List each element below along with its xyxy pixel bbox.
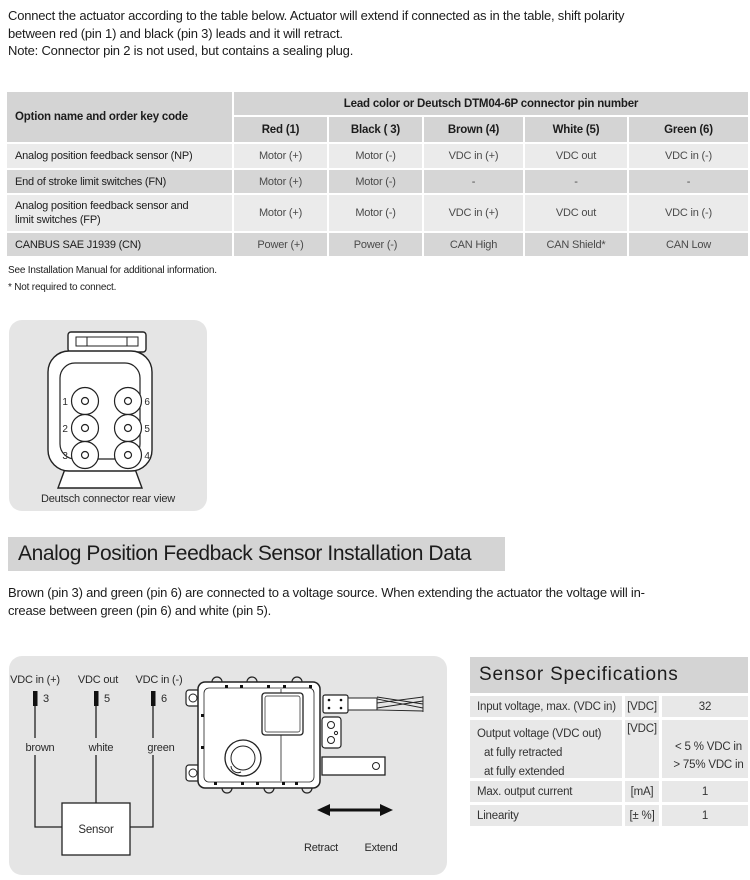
pin-number: 5 [104, 693, 110, 705]
spec-param: Max. output current [470, 781, 622, 802]
table-cell: VDC in (+) [424, 144, 523, 168]
wire-color-label-brown: brown [25, 742, 55, 754]
table-cell: VDC out [525, 144, 627, 168]
deutsch-connector-diagram [9, 320, 207, 511]
sensor-wiring-diagram [9, 656, 447, 875]
table-cell: Motor (-) [329, 144, 422, 168]
table-row-option: CANBUS SAE J1939 (CN) [7, 233, 232, 256]
table-cell: Motor (+) [234, 144, 327, 168]
intro-note: Note: Connector pin 2 is not used, but contains a sealing plug. [8, 43, 354, 58]
option-line-1: Analog position feedback sensor and [15, 200, 189, 212]
spec-value [662, 720, 748, 778]
pin-number-2: 2 [62, 424, 68, 435]
table-span-header: Lead color or Deutsch DTM04-6P connector pin number [234, 92, 748, 115]
table-cell: Power (-) [329, 233, 422, 256]
actuator-illustration [186, 677, 423, 793]
wire-color-label-green: green [147, 742, 175, 754]
footnote-asterisk: * Not required to connect. [8, 282, 117, 293]
column-header-black: Black ( 3) [329, 117, 422, 142]
table-row-option: End of stroke limit switches (FN) [7, 170, 232, 193]
spec-value: 32 [662, 696, 748, 717]
sensor-wiring-panel [9, 656, 447, 875]
table-cell: - [424, 170, 523, 193]
wire-color-label-white: white [88, 742, 114, 754]
pin-function-label: VDC out [77, 674, 119, 686]
spec-param-main: Output voltage (VDC out) [477, 728, 602, 740]
table-cell: Motor (-) [329, 170, 422, 193]
column-header-red: Red (1) [234, 117, 327, 142]
table-cell: Motor (-) [329, 195, 422, 231]
connector-rear-view-panel [9, 320, 207, 511]
spec-unit: [mA] [625, 781, 659, 802]
spec-value-line: < 5 % VDC in [675, 741, 742, 753]
spec-unit: [VDC] [625, 720, 659, 778]
table-cell: Motor (+) [234, 195, 327, 231]
table-cell: VDC in (-) [629, 144, 748, 168]
table-cell: CAN Shield* [525, 233, 627, 256]
pin-number-1: 1 [62, 397, 68, 408]
pin-function-label: VDC in (+) [10, 674, 60, 686]
spec-param-sub: at fully retracted [484, 747, 563, 759]
sensor-specifications-table [470, 657, 748, 826]
spec-param: Linearity [470, 805, 622, 826]
pin-number-4: 4 [144, 451, 150, 462]
table-cell: CAN High [424, 233, 523, 256]
table-footnotes [8, 262, 217, 296]
spec-unit: [VDC] [625, 696, 659, 717]
pin-number-3: 3 [62, 451, 68, 462]
intro-line: between red (pin 1) and black (pin 3) leads and it will retract. [8, 25, 343, 41]
spec-param-sub: at fully extended [484, 766, 565, 778]
connector-caption: Deutsch connector rear view [41, 493, 175, 505]
paragraph-line: crease between green (pin 6) and white (pin 5). [8, 602, 272, 618]
spec-unit: [± %] [625, 805, 659, 826]
column-header-green: Green (6) [629, 117, 748, 142]
sensor-box-label: Sensor [78, 824, 114, 836]
pin-function-label: VDC in (-) [135, 674, 183, 686]
table-row-option: Analog position feedback sensor (NP) [7, 144, 232, 168]
table-cell: - [629, 170, 748, 193]
option-line-2: limit switches (FP) [15, 214, 101, 226]
intro-line: Connect the actuator according to the table below. Actuator will extend if connected as in the table, shift polarity [8, 8, 625, 23]
spec-value: 1 [662, 805, 748, 826]
retract-label: Retract [303, 842, 339, 854]
pin-number: 6 [161, 693, 167, 705]
pin-number-5: 5 [144, 424, 150, 435]
retract-extend-arrow [317, 804, 393, 816]
table-cell: CAN Low [629, 233, 748, 256]
pin-number-6: 6 [144, 397, 150, 408]
table-cell: VDC out [525, 195, 627, 231]
spec-value-line: > 75% VDC in [673, 759, 744, 771]
table-cell: Motor (+) [234, 170, 327, 193]
sensor-specs-title: Sensor Specifications [470, 657, 748, 693]
pin-terminals [33, 691, 156, 706]
column-header-white: White (5) [525, 117, 627, 142]
section-heading: Analog Position Feedback Sensor Installation Data [8, 537, 505, 571]
pin-number: 3 [43, 693, 49, 705]
table-cell: Power (+) [234, 233, 327, 256]
spec-param [470, 720, 622, 778]
intro-paragraph [8, 7, 738, 60]
connection-table [7, 92, 748, 256]
connector-skirt [58, 469, 142, 488]
column-header-brown: Brown (4) [424, 117, 523, 142]
spec-param: Input voltage, max. (VDC in) [470, 696, 622, 717]
table-cell: - [525, 170, 627, 193]
wire-bundle [377, 696, 423, 712]
table-row-option [7, 195, 232, 231]
table-corner-header: Option name and order key code [7, 92, 232, 142]
section-paragraph [8, 584, 746, 619]
footnote-manual: See Installation Manual for additional information. [8, 265, 217, 276]
paragraph-line: Brown (pin 3) and green (pin 6) are connected to a voltage source. When extending the actuator the voltage will in- [8, 585, 645, 600]
extend-label: Extend [364, 842, 398, 854]
spec-value: 1 [662, 781, 748, 802]
table-cell: VDC in (+) [424, 195, 523, 231]
table-cell: VDC in (-) [629, 195, 748, 231]
